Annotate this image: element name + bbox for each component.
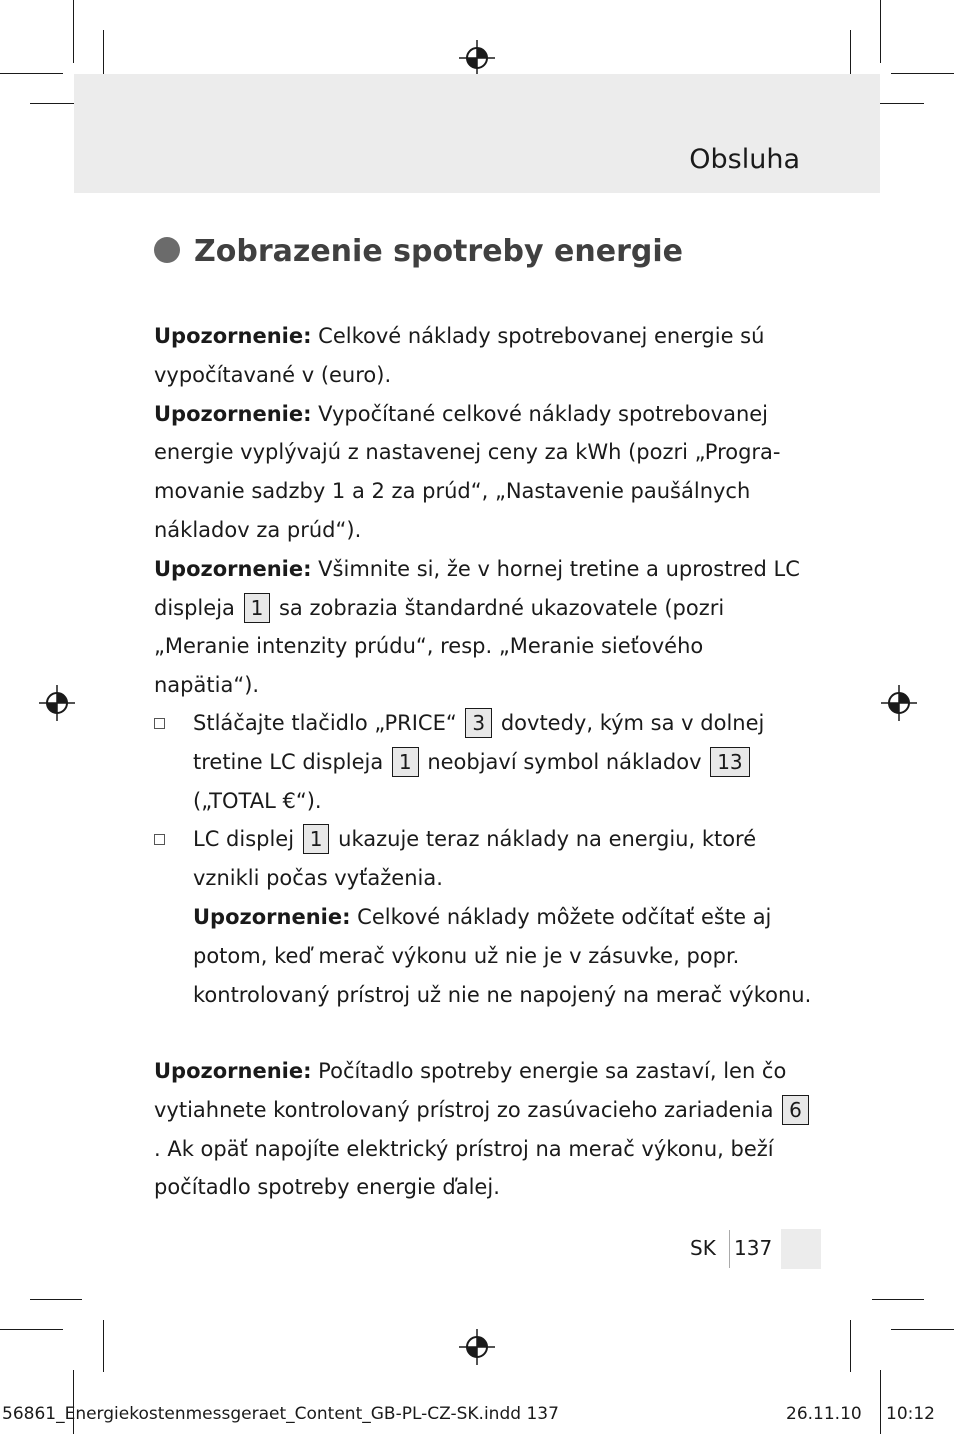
crop-mark (73, 0, 74, 63)
registration-mark-icon (38, 684, 76, 722)
note-text: . Ak opäť napojíte elektrický prístroj na merač výkonu, beží počítadlo spotreby energie ďalej. (154, 1136, 774, 1200)
note-text: Vypočítané celkové náklady spotrebovanej energie vyplývajú z nastavenej ceny za kWh (pozri „Progra-movanie sadzby 1 a 2 za prúd“, „Nastavenie paušálnych nákladov za prúd“). (154, 401, 781, 542)
ref-box: 13 (710, 747, 749, 777)
intro-notes (154, 317, 814, 705)
step-text: („TOTAL €“). (193, 788, 322, 813)
note-text: Všimnite si, že v hornej tretine a uprostred LC displeja (154, 556, 800, 620)
note-text: Počítadlo spotreby energie sa zastaví, len čo vytiahnete kontrolovaný prístroj zo zasúvacieho zariadenia (154, 1059, 787, 1122)
ref-box: 1 (392, 747, 419, 777)
header-band (74, 74, 880, 193)
note-label: Upozornenie: (154, 556, 312, 581)
note-text: Celkové náklady spotrebovanej energie sú vypočítavané v (euro). (154, 324, 765, 387)
crop-mark (0, 1329, 63, 1330)
note-text: Celkové náklady môžete odčítať ešte aj potom, keď merač výkonu už nie je v zásuvke, popr. kontrolovaný prístroj už nie ne napojený na merač výkonu. (193, 904, 812, 1007)
note-text: sa zobrazia štandardné ukazovatele (pozri „Meranie intenzity prúdu“, resp. „Meranie sieťového napätia“). (154, 595, 725, 698)
page-heading-text: Zobrazenie spotreby energie (194, 234, 683, 269)
slug-date: 26.11.10 (786, 1404, 862, 1424)
note-paragraph (154, 317, 814, 395)
note-label: Upozornenie: (154, 324, 312, 348)
ref-box: 1 (244, 593, 271, 623)
footer-language: SK (690, 1236, 716, 1260)
step-text: dovtedy, kým sa v dolnej tretine LC displeja (193, 711, 765, 774)
page-number: 137 (734, 1236, 773, 1260)
crop-mark (880, 0, 881, 63)
ref-box: 3 (465, 708, 492, 738)
footer-tab (781, 1229, 821, 1269)
final-note (154, 1052, 814, 1207)
ref-box: 1 (303, 824, 330, 854)
section-title: Obsluha (689, 144, 800, 175)
registration-mark-icon (458, 39, 496, 77)
crop-mark (850, 1320, 851, 1372)
note-label: Upozornenie: (193, 904, 351, 929)
note-label: Upozornenie: (154, 401, 312, 426)
crop-mark (891, 1329, 954, 1330)
bullet-dot-icon (154, 237, 180, 263)
note-paragraph (154, 550, 814, 705)
step-text: neobjaví symbol nákladov (420, 749, 709, 774)
list-item (154, 704, 814, 820)
crop-mark (0, 73, 63, 74)
ref-box: 6 (782, 1095, 809, 1125)
crop-mark (103, 1320, 104, 1372)
slug-time: 10:12 (886, 1404, 935, 1424)
registration-mark-icon (880, 684, 918, 722)
crop-mark (30, 1299, 82, 1300)
page-heading (154, 234, 683, 269)
checkbox-bullet-icon (154, 718, 165, 729)
crop-mark (891, 73, 954, 74)
step-text: Stláčajte tlačidlo „PRICE“ (193, 711, 464, 735)
note-label: Upozornenie: (154, 1059, 312, 1083)
step-note (193, 898, 814, 1014)
registration-mark-icon (458, 1328, 496, 1366)
note-paragraph (154, 395, 814, 550)
checkbox-bullet-icon (154, 834, 165, 845)
step-list (154, 704, 814, 1014)
crop-mark (880, 1370, 881, 1434)
crop-mark (872, 1299, 924, 1300)
step-text: LC displej (193, 827, 301, 852)
list-item (154, 820, 814, 1014)
crop-mark (73, 1370, 74, 1434)
step-text: ukazuje teraz náklady na energiu, ktoré vznikli počas vyťaženia. (193, 827, 757, 891)
slug-filename: 56861_Energiekostenmessgeraet_Content_GB-PL-CZ-SK.indd 137 (2, 1404, 559, 1424)
footer-separator (729, 1230, 730, 1268)
